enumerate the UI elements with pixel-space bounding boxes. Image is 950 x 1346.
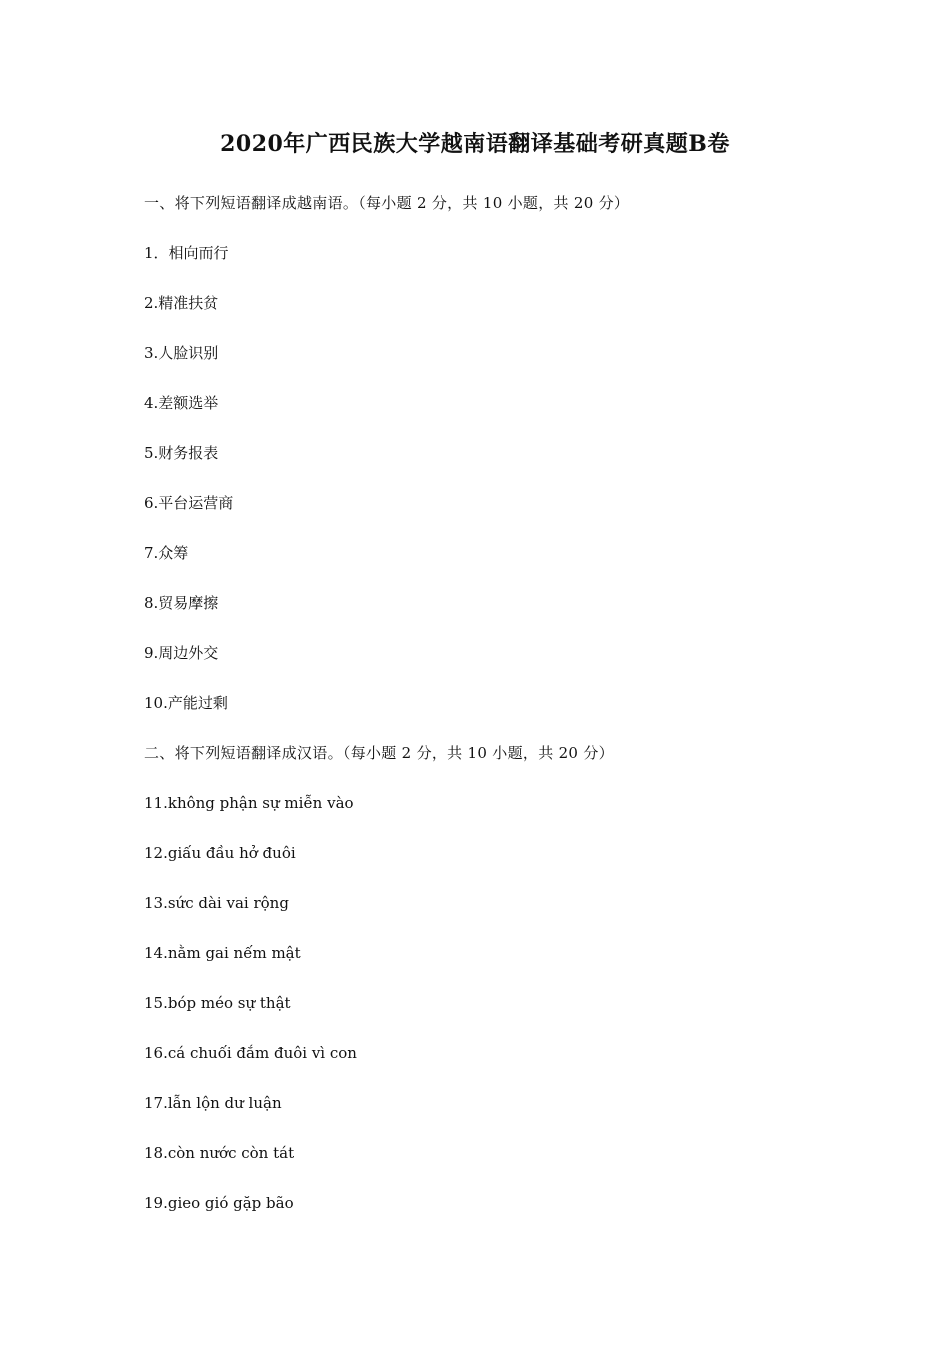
section2-heading: 二、将下列短语翻译成汉语。（每小题 2 分，共 10 小题，共 20 分）	[144, 744, 614, 762]
section1-item-1: 1．相向而行	[144, 244, 229, 262]
section2-item-16: 16.cá chuối đắm đuôi vì con	[144, 1044, 357, 1062]
section2-item-12: 12.giấu đầu hở đuôi	[144, 844, 296, 862]
section1-heading: 一、将下列短语翻译成越南语。（每小题 2 分，共 10 小题，共 20 分）	[144, 194, 630, 212]
section2-item-17: 17.lẫn lộn dư luận	[144, 1094, 282, 1112]
section1-item-2: 2.精准扶贫	[144, 294, 219, 312]
section2-item-15: 15.bóp méo sự thật	[144, 994, 291, 1012]
section1-item-4: 4.差额选举	[144, 394, 219, 412]
section2-item-18: 18.còn nước còn tát	[144, 1144, 295, 1162]
section1-item-9: 9.周边外交	[144, 644, 219, 662]
document-body	[144, 193, 844, 1243]
section1-item-6: 6.平台运营商	[144, 494, 234, 512]
section1-item-3: 3.人脸识别	[144, 344, 219, 362]
page-title: 2020年广西民族大学越南语翻译基础考研真题B卷	[220, 131, 730, 157]
section2-item-13: 13.sức dài vai rộng	[144, 894, 289, 912]
section1-item-8: 8.贸易摩擦	[144, 594, 219, 612]
section2-item-14: 14.nằm gai nếm mật	[144, 944, 301, 962]
section1-item-5: 5.财务报表	[144, 444, 219, 462]
section2-item-19: 19.gieo gió gặp bão	[144, 1194, 294, 1212]
section1-item-7: 7.众筹	[144, 544, 189, 562]
section1-item-10: 10.产能过剩	[144, 694, 228, 712]
section2-item-11: 11.không phận sự miễn vào	[144, 794, 354, 812]
